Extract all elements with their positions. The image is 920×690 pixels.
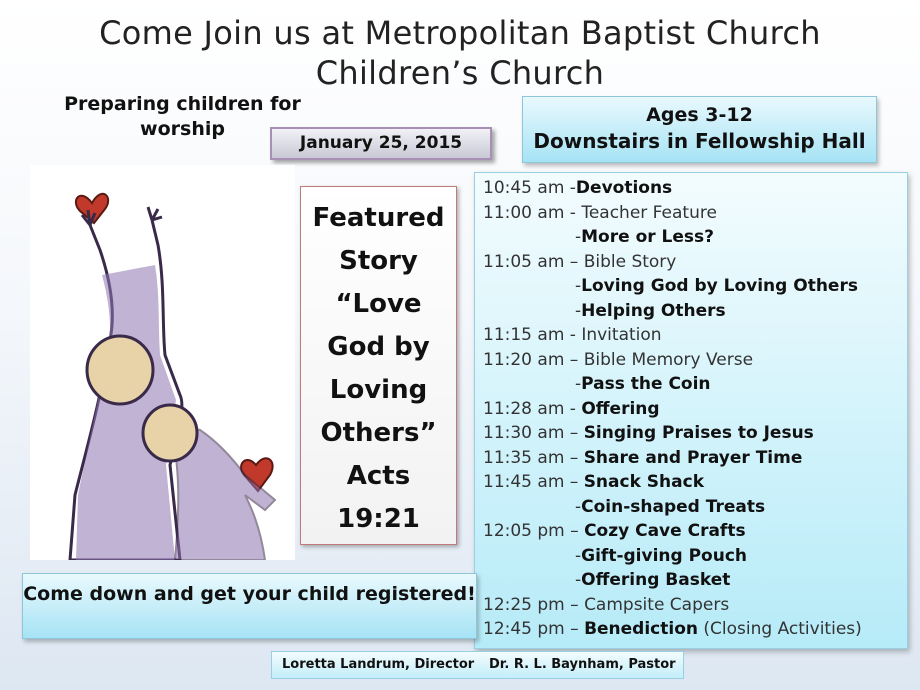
schedule-time: 11:28 am - — [483, 398, 582, 419]
schedule-item — [483, 544, 907, 569]
schedule-activity: Coin-shaped Treats — [581, 496, 766, 517]
page-subtitle: Children’s Church — [315, 54, 605, 92]
schedule-time: 11:45 am – — [483, 472, 584, 492]
schedule-activity: Helping Others — [581, 300, 726, 321]
schedule-item — [483, 593, 907, 618]
schedule-time: 11:05 am – — [483, 251, 584, 272]
schedule-item — [483, 274, 907, 299]
schedule-activity: Loving God by Loving Others — [581, 276, 858, 296]
schedule-activity: Offering Basket — [581, 570, 731, 590]
big-figure-head — [87, 336, 153, 404]
schedule-time: 11:30 am – — [483, 423, 584, 443]
schedule-item — [483, 299, 907, 324]
schedule-time: 10:45 am - — [483, 178, 576, 198]
schedule-time: - — [575, 545, 582, 566]
schedule-activity: Singing Praises to Jesus — [583, 423, 814, 443]
pastor-credit: Dr. R. L. Baynham, Pastor — [489, 657, 676, 672]
schedule-activity: Bible Memory Verse — [583, 349, 754, 370]
schedule-item — [483, 250, 907, 275]
schedule-item — [483, 421, 907, 446]
director-credit: Loretta Landrum, Director — [282, 657, 475, 672]
footer-credits — [271, 651, 684, 679]
schedule-activity: Bible Story — [583, 251, 677, 272]
schedule-activity: Offering — [581, 398, 660, 419]
schedule-time: 11:35 am – — [483, 447, 584, 468]
schedule-item — [483, 348, 907, 373]
schedule-note: (Closing Activities) — [698, 619, 862, 639]
schedule-item — [483, 519, 907, 544]
schedule-activity: Invitation — [581, 325, 662, 345]
schedule-activity: More or Less? — [581, 227, 715, 247]
ages-box — [522, 96, 877, 163]
schedule-item — [483, 323, 907, 348]
schedule-time: 12:45 pm – — [483, 619, 585, 639]
children-praise-drawing — [30, 165, 295, 560]
schedule-time: - — [575, 227, 582, 247]
schedule-item — [483, 176, 907, 201]
schedule-item — [483, 470, 907, 495]
schedule-activity: Gift-giving Pouch — [581, 545, 748, 566]
schedule-time: 11:15 am - — [483, 325, 582, 345]
schedule-time: - — [575, 496, 582, 517]
schedule-time: 11:00 am - — [483, 202, 582, 223]
featured-line: Story — [339, 246, 418, 276]
featured-line: Loving — [329, 375, 428, 405]
featured-line: Acts — [346, 461, 411, 491]
children-illustration — [30, 165, 295, 560]
schedule-activity: Devotions — [575, 178, 673, 198]
featured-line: 19:21 — [337, 504, 420, 534]
schedule-activity: Snack Shack — [583, 472, 705, 492]
schedule-item — [483, 372, 907, 397]
schedule-time: 12:05 pm – — [483, 521, 585, 541]
schedule-activity: Cozy Cave Crafts — [584, 521, 746, 541]
date-box: January 25, 2015 — [270, 127, 492, 160]
schedule-time: - — [575, 300, 582, 321]
featured-line: “Love — [335, 289, 422, 319]
featured-story-box — [300, 186, 457, 545]
schedule-activity: Campsite Capers — [584, 594, 730, 615]
schedule-item — [483, 225, 907, 250]
schedule-item — [483, 495, 907, 520]
schedule-item — [483, 617, 907, 642]
schedule-activity: Share and Prayer Time — [583, 447, 803, 468]
schedule-time: - — [575, 570, 582, 590]
page-title: Come Join us at Metropolitan Baptist Church — [99, 14, 821, 52]
tagline: Preparing children for worship — [64, 93, 301, 140]
schedule-activity: Teacher Feature — [581, 202, 717, 223]
schedule-time: 12:25 pm – — [483, 594, 585, 615]
location-line: Downstairs in Fellowship Hall — [533, 129, 866, 153]
schedule-time: - — [575, 374, 582, 394]
schedule-item — [483, 397, 907, 422]
schedule-item — [483, 446, 907, 471]
schedule-time: - — [575, 276, 582, 296]
featured-line: Others” — [320, 418, 437, 448]
featured-line: God by — [327, 332, 430, 362]
register-box: Come down and get your child registered! — [22, 573, 477, 639]
schedule-item — [483, 201, 907, 226]
schedule-item — [483, 568, 907, 593]
ages-line: Ages 3-12 — [646, 104, 753, 126]
schedule-activity: Pass the Coin — [581, 374, 711, 394]
schedule-activity: Benediction — [584, 619, 698, 639]
schedule-box — [474, 172, 908, 649]
schedule-time: 11:20 am – — [483, 349, 584, 370]
featured-line: Featured — [312, 203, 445, 233]
small-figure-head — [143, 405, 197, 461]
